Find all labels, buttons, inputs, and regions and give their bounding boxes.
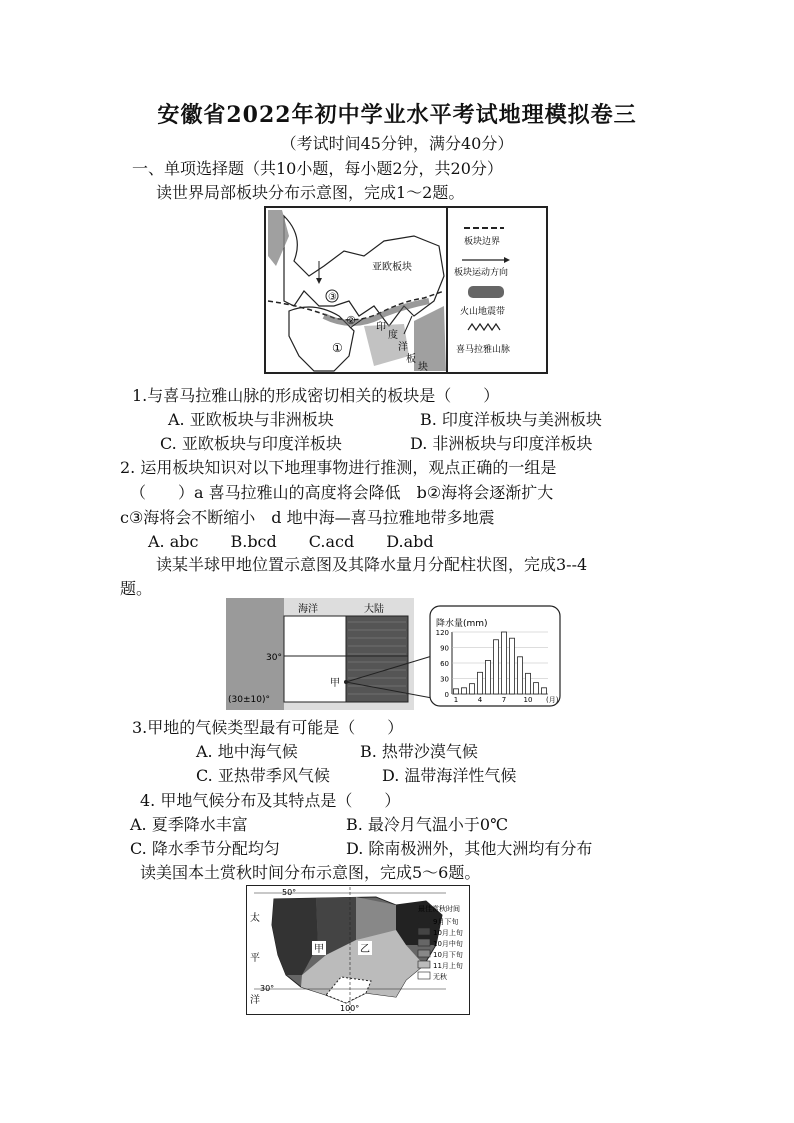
- precip-bar: [518, 657, 523, 694]
- q3-option-c[interactable]: C. 亚热带季风气候: [196, 766, 330, 785]
- legend-title-autumn: 最佳赏秋时间: [418, 905, 460, 913]
- legend-label: 10月下旬: [433, 951, 463, 959]
- q2-stem-2: （ ）a 喜马拉雅山的高度将会降低 b②海将会逐渐扩大: [130, 483, 554, 502]
- legend-motion: 板块运动方向: [454, 268, 509, 278]
- chart-ylabel: 降水量(mm): [436, 619, 488, 629]
- intro-q5-6: 读美国本土赏秋时间分布示意图，完成5～6题。: [140, 863, 481, 882]
- y-tick-label: 120: [435, 629, 449, 637]
- precip-bar: [462, 688, 467, 694]
- precip-bar: [502, 632, 507, 694]
- q4-stem: 4. 甲地气候分布及其特点是（ ）: [140, 791, 401, 810]
- precip-bar: [470, 684, 475, 694]
- precip-bar: [526, 673, 531, 694]
- y-tick-label: 30: [440, 675, 449, 684]
- label-indian-3: 洋: [398, 342, 408, 353]
- q4-option-b[interactable]: B. 最冷月气温小于0℃: [346, 815, 509, 834]
- precip-bar: [510, 638, 515, 694]
- q4-option-c[interactable]: C. 降水季节分配均匀: [130, 839, 280, 858]
- precip-bar: [454, 689, 459, 694]
- x-tick-label: 10: [523, 696, 533, 704]
- usa-autumn-map: [246, 885, 470, 1015]
- label-pacific-1: 太: [250, 913, 260, 924]
- location-map: [226, 598, 566, 710]
- q1-option-b[interactable]: B. 印度洋板块与美洲板块: [420, 410, 602, 429]
- y-tick-label: 90: [440, 644, 449, 653]
- q1-option-a[interactable]: A. 亚欧板块与非洲板块: [168, 410, 334, 429]
- q2-stem-3: c③海将会不断缩小 d 地中海—喜马拉雅地带多地震: [120, 508, 495, 527]
- legend-swatch: [418, 961, 430, 968]
- intro-q1-2: 读世界局部板块分布示意图，完成1～2题。: [156, 183, 465, 202]
- q3-option-b[interactable]: B. 热带沙漠气候: [360, 742, 478, 761]
- precip-bar: [478, 672, 483, 694]
- q1-stem: 1.与喜马拉雅山脉的形成密切相关的板块是（ ）: [132, 386, 500, 405]
- q1-option-d[interactable]: D. 非洲板块与印度洋板块: [410, 434, 593, 453]
- label-indian-4: 板: [406, 354, 416, 365]
- continent-block: [346, 616, 408, 702]
- legend-label: 无秋: [433, 973, 447, 981]
- q3-stem: 3.甲地的气候类型最有可能是（ ）: [132, 718, 404, 737]
- precip-bar: [534, 683, 539, 694]
- legend-volcano-symbol: [468, 286, 504, 298]
- label-lat50: 50°: [282, 888, 297, 897]
- q1-option-c[interactable]: C. 亚欧板块与印度洋板块: [160, 434, 342, 453]
- legend-himalaya: 喜马拉雅山脉: [456, 345, 511, 355]
- x-axis-label: (月): [546, 696, 559, 704]
- label-indian-1: 印: [376, 322, 386, 333]
- label-eurasian-plate: 亚欧板块: [372, 262, 412, 273]
- q2-stem-1: 2. 运用板块知识对以下地理事物进行推测，观点正确的一组是: [120, 458, 557, 477]
- q4-option-d[interactable]: D. 除南极洲外，其他大洲均有分布: [346, 839, 593, 858]
- x-tick-label: 7: [501, 696, 507, 704]
- label-2: ②: [346, 314, 356, 327]
- legend-boundary: 板块边界: [464, 237, 501, 247]
- legend-swatch: [418, 950, 430, 957]
- legend-label: 11月上旬: [433, 962, 463, 970]
- y-tick-label: 60: [440, 660, 449, 668]
- label-lat30: 30°: [266, 653, 282, 663]
- q2-options[interactable]: A. abc B.bcd C.acd D.abd: [148, 532, 434, 551]
- section-heading: 一、单项选择题（共10小题，每小题2分，共20分）: [132, 159, 503, 178]
- label-indian-5: 块: [418, 362, 428, 373]
- legend-swatch: [418, 928, 430, 935]
- legend-swatch: [418, 939, 430, 946]
- y-tick-label: 0: [444, 691, 449, 699]
- exam-info: （考试时间45分钟，满分40分）: [280, 134, 514, 153]
- label-lat30-us: 30°: [260, 984, 275, 993]
- label-pacific-3: 洋: [250, 995, 260, 1006]
- q3-option-a[interactable]: A. 地中海气候: [196, 742, 298, 761]
- plate-map: [264, 206, 548, 374]
- legend-label: 10月上旬: [433, 929, 463, 937]
- q3-option-d[interactable]: D. 温带海洋性气候: [382, 766, 517, 785]
- precip-bar: [486, 660, 491, 694]
- label-indian-2: 度: [388, 330, 398, 341]
- label-1: ①: [332, 341, 343, 355]
- q4-option-a[interactable]: A. 夏季降水丰富: [130, 815, 248, 834]
- label-lat-range: (30±10)°: [228, 695, 270, 705]
- label-ocean: 海洋: [298, 604, 318, 615]
- intro-q3-4-line2: 题。: [120, 579, 153, 598]
- legend-label: 9月下旬: [433, 918, 459, 926]
- label-land: 大陆: [364, 604, 384, 615]
- legend-swatch: [418, 917, 430, 924]
- label-jia: 甲: [330, 678, 340, 689]
- precip-bar: [542, 688, 547, 694]
- legend-volcano: 火山地震带: [460, 307, 506, 317]
- label-lon100: 100°: [340, 1004, 360, 1013]
- label-region-yi: 乙: [360, 944, 370, 955]
- x-tick-label: 1: [453, 696, 459, 704]
- legend-label: 10月中旬: [433, 940, 463, 948]
- label-pacific-2: 平: [250, 953, 260, 964]
- intro-q3-4-line1: 读某半球甲地位置示意图及其降水量月分配柱状图，完成3--4: [156, 555, 588, 574]
- page-title: 安徽省2022年初中学业水平考试地理模拟卷三: [157, 102, 637, 128]
- label-3: ③: [328, 292, 337, 303]
- legend-swatch: [418, 972, 430, 979]
- precip-bar: [494, 640, 499, 694]
- label-region-jia: 甲: [314, 944, 324, 955]
- x-tick-label: 4: [477, 696, 483, 704]
